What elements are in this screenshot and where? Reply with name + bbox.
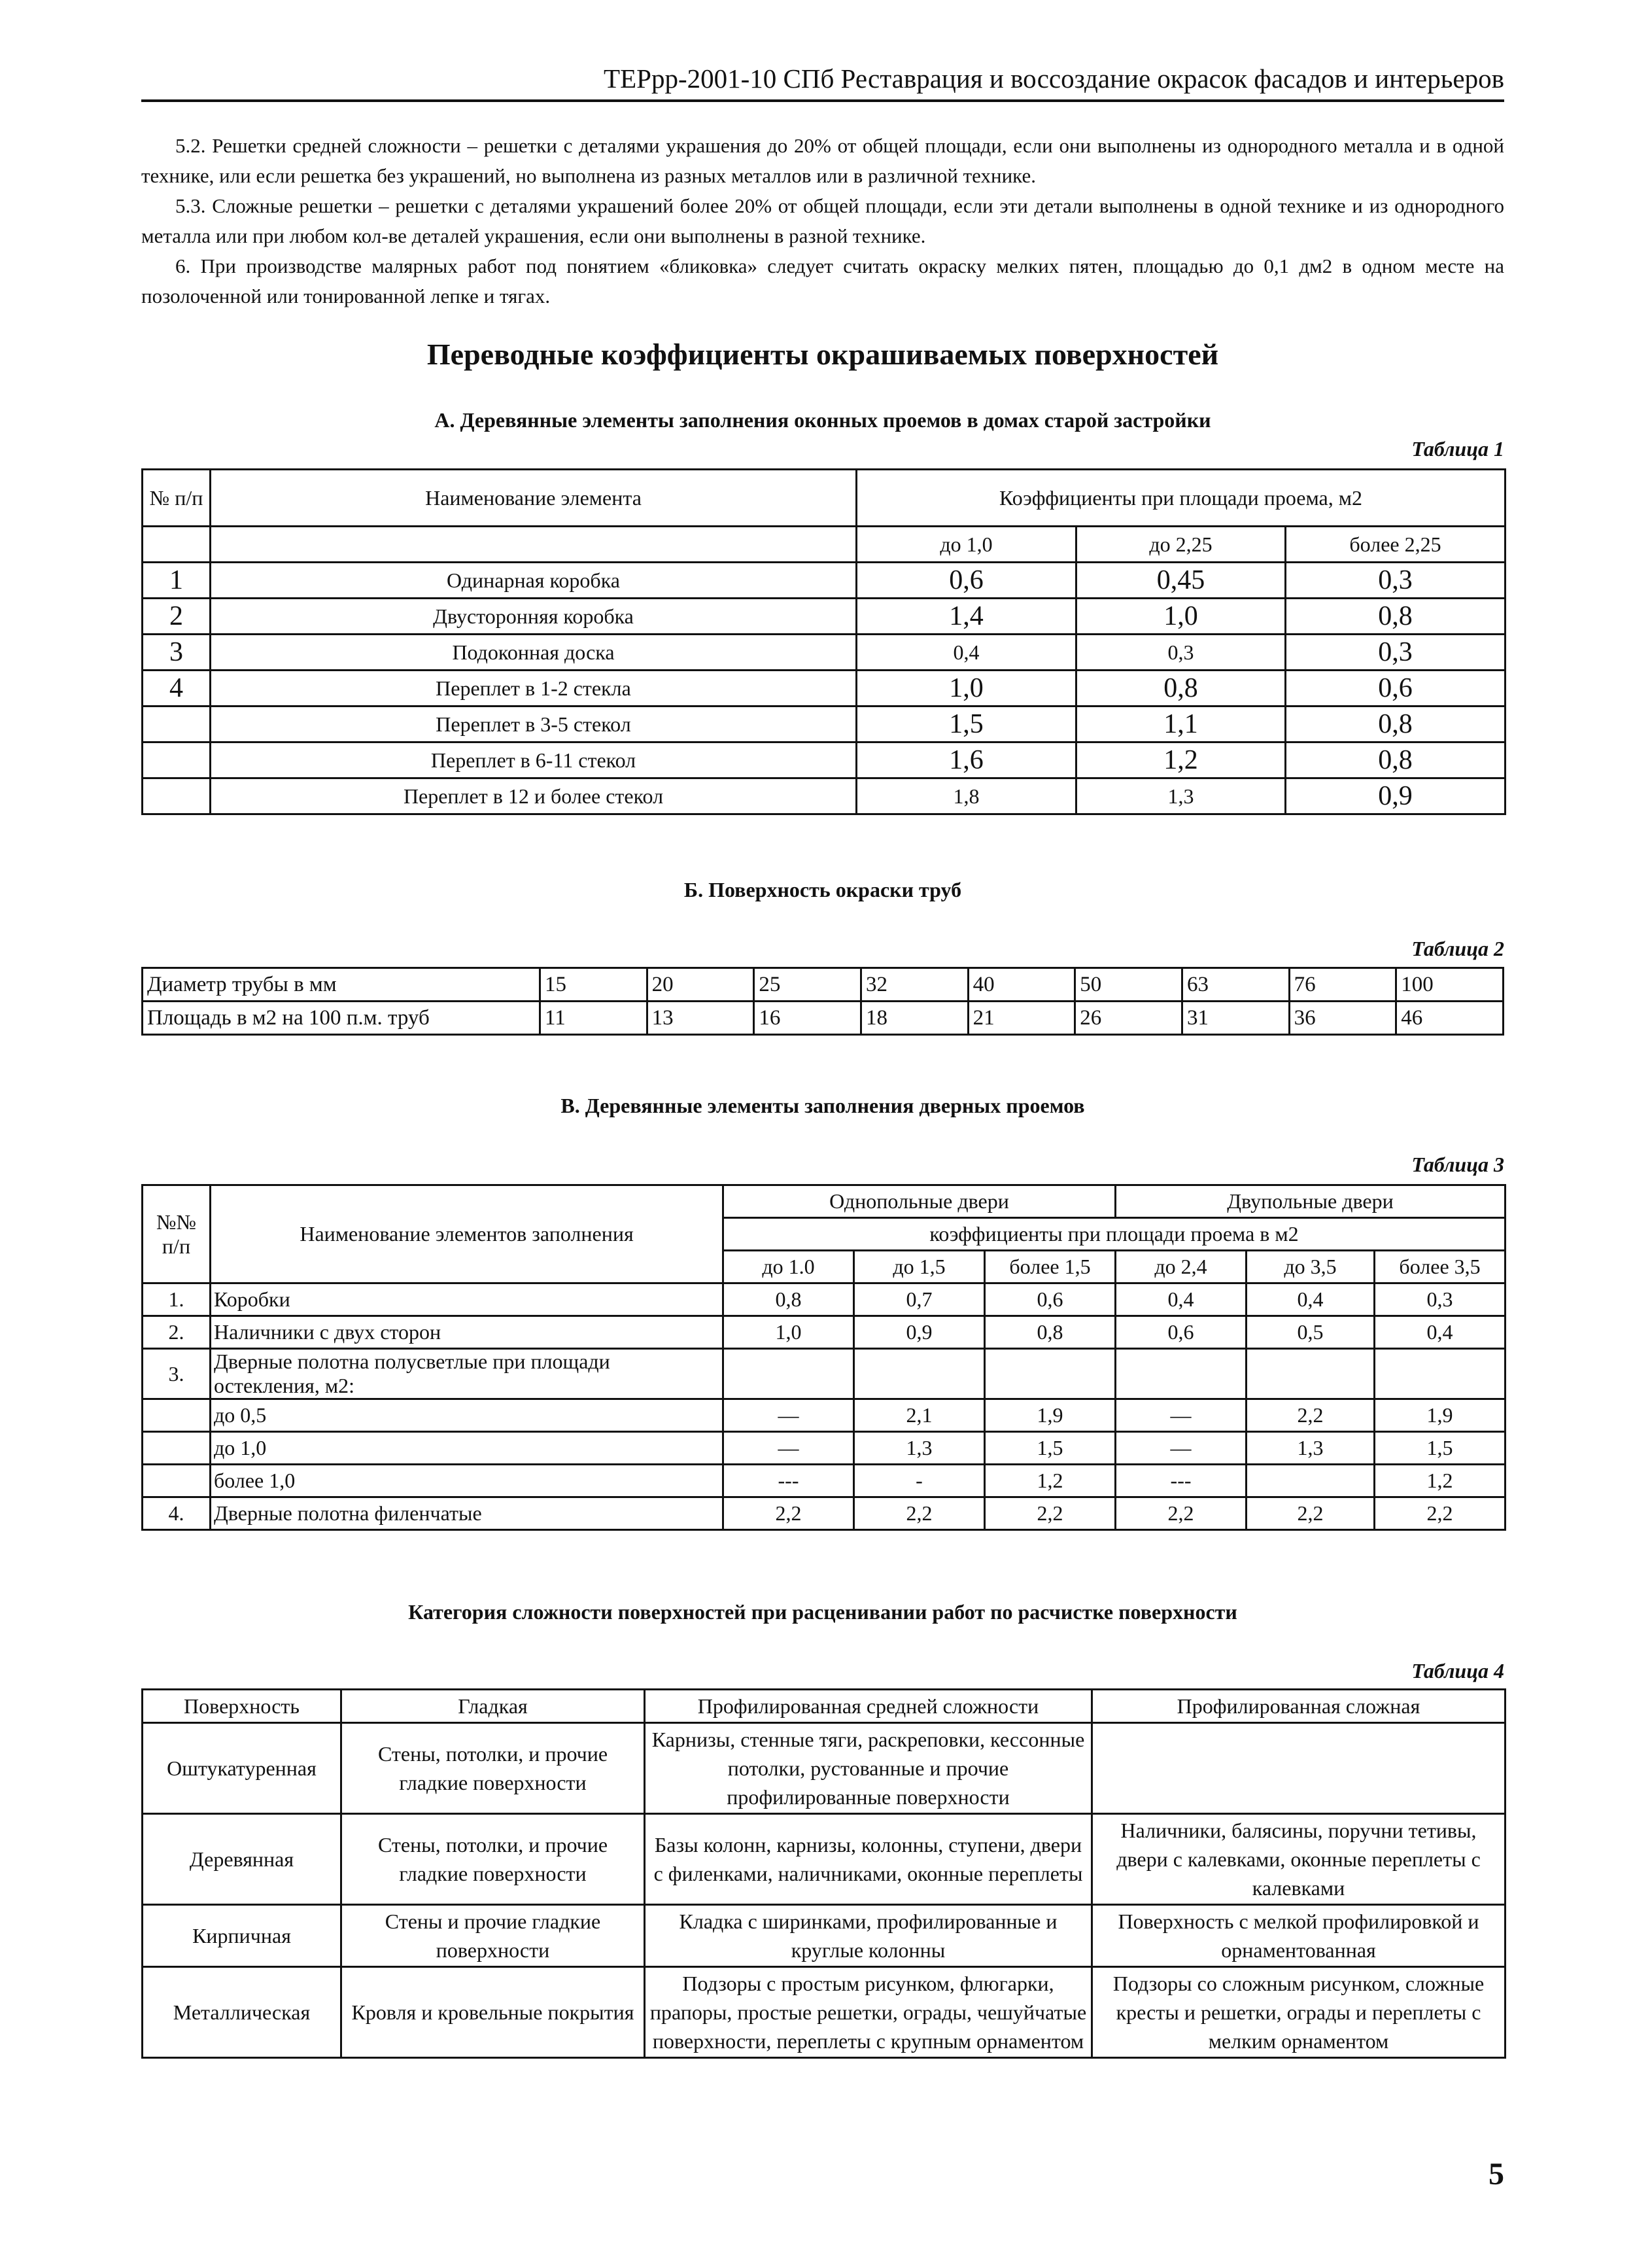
table4-medium: Кладка с ширинками, профилированные и круглые колонны xyxy=(645,1905,1092,1967)
table-row xyxy=(143,635,1506,671)
table3-subheader: до 3,5 xyxy=(1247,1251,1375,1283)
table-surface-complexity xyxy=(141,1688,1506,2059)
table3-value xyxy=(1375,1349,1506,1399)
table3-header-double-doors: Двупольные двери xyxy=(1116,1185,1506,1218)
table3-value: 0,4 xyxy=(1375,1316,1506,1349)
table2-cell: 21 xyxy=(968,1002,1075,1035)
table-row xyxy=(143,1497,1506,1530)
table3-subheader: более 3,5 xyxy=(1375,1251,1506,1283)
table3-subheader: более 1,5 xyxy=(985,1251,1116,1283)
table4-header: Гладкая xyxy=(341,1690,645,1723)
table-row xyxy=(143,1465,1506,1497)
table2-cell: 40 xyxy=(968,968,1075,1002)
table1-value: 0,9 xyxy=(1286,778,1506,814)
table3-value xyxy=(985,1349,1116,1399)
table3-value xyxy=(1116,1349,1247,1399)
table3-subheader: до 2,4 xyxy=(1116,1251,1247,1283)
table-window-elements xyxy=(141,468,1506,815)
table1-num xyxy=(143,707,211,742)
table3-header-name: Наименование элементов заполнения xyxy=(211,1185,723,1283)
table2-cell: 15 xyxy=(540,968,647,1002)
table1-header-name: Наименование элемента xyxy=(211,470,857,527)
table3-value xyxy=(1247,1349,1375,1399)
table3-num: 2. xyxy=(143,1316,211,1349)
table2-cell: 18 xyxy=(861,1002,968,1035)
table4-medium: Базы колонн, карнизы, колонны, ступени, двери с филенками, наличниками, оконные переплеты xyxy=(645,1814,1092,1905)
table2-cell: 76 xyxy=(1289,968,1396,1002)
table1-subheader: до 1,0 xyxy=(857,527,1076,563)
table-row xyxy=(143,1814,1506,1905)
table1-name: Двусторонняя коробка xyxy=(211,599,857,635)
table3-value: 2,2 xyxy=(723,1497,854,1530)
table1-name: Подоконная доска xyxy=(211,635,857,671)
table1-label: Таблица 1 xyxy=(1411,437,1504,461)
table1-num: 1 xyxy=(143,563,211,599)
table-row xyxy=(143,778,1506,814)
table4-medium: Карнизы, стенные тяги, раскреповки, кессонные потолки, рустованные и прочие профилированные поверхности xyxy=(645,1723,1092,1814)
table3-subheader: до 1,5 xyxy=(854,1251,985,1283)
table2-cell: 50 xyxy=(1075,968,1182,1002)
table3-value: 2,2 xyxy=(1247,1399,1375,1432)
table3-subheader: до 1.0 xyxy=(723,1251,854,1283)
table3-value: 1,2 xyxy=(985,1465,1116,1497)
table4-medium: Подзоры с простым рисунком, флюгарки, прапоры, простые решетки, ограды, чешуйчатые поверхности, переплеты с крупным орнаментом xyxy=(645,1967,1092,2058)
note-6: 6. При производстве малярных работ под понятием «бликовка» следует считать окраску мелких пятен, площадью до 0,1 дм2 в одном месте на позолоченной или тонированной лепке и тягах. xyxy=(141,254,1504,307)
table3-value: 0,7 xyxy=(854,1283,985,1316)
table2-cell: 16 xyxy=(754,1002,861,1035)
table3-name: более 1,0 xyxy=(211,1465,723,1497)
table3-value: — xyxy=(1116,1432,1247,1465)
table3-value: 0,6 xyxy=(985,1283,1116,1316)
table2-cell: 26 xyxy=(1075,1002,1182,1035)
table1-num: 4 xyxy=(143,671,211,707)
table3-value: 2,1 xyxy=(854,1399,985,1432)
table3-value: — xyxy=(723,1432,854,1465)
table4-complex: Подзоры со сложным рисунком, сложные кресты и решетки, ограды и переплеты с мелким орнаментом xyxy=(1092,1967,1506,2058)
table-row xyxy=(143,671,1506,707)
table3-header-num: №№ п/п xyxy=(143,1185,211,1283)
table3-value: 0,8 xyxy=(985,1316,1116,1349)
table3-num: 1. xyxy=(143,1283,211,1316)
running-header: ТЕРрр-2001-10 СПб Реставрация и воссоздание окрасок фасадов и интерьеров xyxy=(141,60,1504,102)
table2-cell: 11 xyxy=(540,1002,647,1035)
table1-value: 0,45 xyxy=(1076,563,1286,599)
table4-surface: Кирпичная xyxy=(143,1905,341,1967)
table3-name: до 0,5 xyxy=(211,1399,723,1432)
table4-complex: Поверхность с мелкой профилировкой и орнаментованная xyxy=(1092,1905,1506,1967)
table3-num xyxy=(143,1399,211,1432)
table3-num: 3. xyxy=(143,1349,211,1399)
note-5-2: 5.2. Решетки средней сложности – решетки с деталями украшения до 20% от общей площади, если они выполнены из однородного металла и в одной технике, или если решетка без украшений, но выполнена из разных металлов или в различной технике. xyxy=(141,134,1504,187)
table1-value: 1,8 xyxy=(857,778,1076,814)
table4-smooth: Стены, потолки, и прочие гладкие поверхности xyxy=(341,1814,645,1905)
table1-value: 0,4 xyxy=(857,635,1076,671)
table4-surface: Оштукатуренная xyxy=(143,1723,341,1814)
table1-value: 1,4 xyxy=(857,599,1076,635)
table3-value: --- xyxy=(723,1465,854,1497)
table3-name: Дверные полотна полусветлые при площади остекления, м2: xyxy=(211,1349,723,1399)
table1-num: 3 xyxy=(143,635,211,671)
table3-value: — xyxy=(1116,1399,1247,1432)
page-number: 5 xyxy=(1489,2157,1504,2191)
table3-value xyxy=(723,1349,854,1399)
table1-num xyxy=(143,742,211,778)
table4-smooth: Кровля и кровельные покрытия xyxy=(341,1967,645,2058)
table3-name: Дверные полотна филенчатые xyxy=(211,1497,723,1530)
table3-value: 0,3 xyxy=(1375,1283,1506,1316)
table-row xyxy=(143,563,1506,599)
table-row xyxy=(143,1399,1506,1432)
table1-num xyxy=(143,778,211,814)
table1-value: 0,6 xyxy=(857,563,1076,599)
table3-value: 0,5 xyxy=(1247,1316,1375,1349)
table4-smooth: Стены и прочие гладкие поверхности xyxy=(341,1905,645,1967)
table2-cell: 31 xyxy=(1182,1002,1289,1035)
table3-value: 0,9 xyxy=(854,1316,985,1349)
table4-smooth: Стены, потолки, и прочие гладкие поверхности xyxy=(341,1723,645,1814)
table-door-elements xyxy=(141,1184,1506,1531)
table2-cell: 63 xyxy=(1182,968,1289,1002)
table3-header-single-doors: Однопольные двери xyxy=(723,1185,1116,1218)
table3-name: Коробки xyxy=(211,1283,723,1316)
table1-value: 1,3 xyxy=(1076,778,1286,814)
table3-num xyxy=(143,1465,211,1497)
table2-cell: 25 xyxy=(754,968,861,1002)
table3-value xyxy=(854,1349,985,1399)
table2-cell: 20 xyxy=(647,968,754,1002)
table1-subheader: более 2,25 xyxy=(1286,527,1506,563)
table1-subheader: до 2,25 xyxy=(1076,527,1286,563)
table2-cell: 13 xyxy=(647,1002,754,1035)
table1-value: 1,6 xyxy=(857,742,1076,778)
table4-header: Поверхность xyxy=(143,1690,341,1723)
table1-name: Одинарная коробка xyxy=(211,563,857,599)
table3-value: 1,0 xyxy=(723,1316,854,1349)
table3-value: 1,5 xyxy=(1375,1432,1506,1465)
table4-complex: Наличники, балясины, поручни тетивы, двери с калевками, оконные переплеты с калевками xyxy=(1092,1814,1506,1905)
table-row xyxy=(143,1905,1506,1967)
table3-name: Наличники с двух сторон xyxy=(211,1316,723,1349)
table1-value: 1,0 xyxy=(1076,599,1286,635)
table4-complex xyxy=(1092,1723,1506,1814)
table3-section-title: В. Деревянные элементы заполнения дверных проемов xyxy=(560,1094,1085,1117)
table3-value: 2,2 xyxy=(854,1497,985,1530)
table2-cell: 36 xyxy=(1289,1002,1396,1035)
table3-value xyxy=(1247,1465,1375,1497)
table3-value: 1,2 xyxy=(1375,1465,1506,1497)
table1-name: Переплет в 3-5 стекол xyxy=(211,707,857,742)
table1-value: 0,8 xyxy=(1076,671,1286,707)
table1-value: 0,3 xyxy=(1076,635,1286,671)
table1-value: 1,5 xyxy=(857,707,1076,742)
table3-value: 1,3 xyxy=(1247,1432,1375,1465)
table1-value: 0,8 xyxy=(1286,599,1506,635)
table3-name: до 1,0 xyxy=(211,1432,723,1465)
table2-cell: 100 xyxy=(1396,968,1504,1002)
table-row xyxy=(143,707,1506,742)
table1-value: 1,2 xyxy=(1076,742,1286,778)
table3-value: 0,6 xyxy=(1116,1316,1247,1349)
table3-value: 0,8 xyxy=(723,1283,854,1316)
table-row xyxy=(143,1723,1506,1814)
table-row xyxy=(143,1002,1504,1035)
table-row xyxy=(143,1349,1506,1399)
table1-num: 2 xyxy=(143,599,211,635)
table1-value: 0,8 xyxy=(1286,707,1506,742)
table3-value: 1,5 xyxy=(985,1432,1116,1465)
main-title: Переводные коэффициенты окрашиваемых поверхностей xyxy=(426,338,1219,371)
table1-value: 1,0 xyxy=(857,671,1076,707)
table1-cell xyxy=(211,527,857,563)
table1-header-num: № п/п xyxy=(143,470,211,527)
table3-label: Таблица 3 xyxy=(1411,1153,1504,1176)
table1-value: 0,3 xyxy=(1286,635,1506,671)
table1-value: 0,6 xyxy=(1286,671,1506,707)
table1-value: 1,1 xyxy=(1076,707,1286,742)
table3-value: — xyxy=(723,1399,854,1432)
table3-value: 0,4 xyxy=(1247,1283,1375,1316)
table2-cell: 46 xyxy=(1396,1002,1504,1035)
table3-value: 2,2 xyxy=(985,1497,1116,1530)
table3-value: 2,2 xyxy=(1375,1497,1506,1530)
table2-row-label: Диаметр трубы в мм xyxy=(143,968,540,1002)
table2-cell: 32 xyxy=(861,968,968,1002)
intro-notes xyxy=(141,131,1504,311)
table2-label: Таблица 2 xyxy=(1411,937,1504,960)
table-row xyxy=(143,1967,1506,2058)
table2-row-label: Площадь в м2 на 100 п.м. труб xyxy=(143,1002,540,1035)
table4-header: Профилированная средней сложности xyxy=(645,1690,1092,1723)
table1-section-title: А. Деревянные элементы заполнения оконных проемов в домах старой застройки xyxy=(434,408,1211,432)
table3-header-coef: коэффициенты при площади проема в м2 xyxy=(723,1218,1506,1251)
table3-num: 4. xyxy=(143,1497,211,1530)
table-row xyxy=(143,968,1504,1002)
table-row xyxy=(143,599,1506,635)
table3-value: - xyxy=(854,1465,985,1497)
table4-surface: Металлическая xyxy=(143,1967,341,2058)
table1-value: 0,8 xyxy=(1286,742,1506,778)
table3-value: 2,2 xyxy=(1247,1497,1375,1530)
table4-surface: Деревянная xyxy=(143,1814,341,1905)
table3-value: 0,4 xyxy=(1116,1283,1247,1316)
table1-name: Переплет в 1-2 стекла xyxy=(211,671,857,707)
table1-name: Переплет в 12 и более стекол xyxy=(211,778,857,814)
note-5-3: 5.3. Сложные решетки – решетки с деталями украшений более 20% от общей площади, если эти детали выполнены в одной технике и из однородного металла или при любом кол-ве деталей украшения, если они выполнены в разной технике. xyxy=(141,194,1504,247)
table1-name: Переплет в 6-11 стекол xyxy=(211,742,857,778)
table-row xyxy=(143,1432,1506,1465)
table3-num xyxy=(143,1432,211,1465)
table1-cell xyxy=(143,527,211,563)
table-row xyxy=(143,742,1506,778)
table4-header: Профилированная сложная xyxy=(1092,1690,1506,1723)
table4-label: Таблица 4 xyxy=(1411,1659,1504,1683)
table3-value: 1,9 xyxy=(985,1399,1116,1432)
table1-header-coef: Коэффициенты при площади проема, м2 xyxy=(857,470,1506,527)
table-row xyxy=(143,1283,1506,1316)
table3-value: 1,3 xyxy=(854,1432,985,1465)
table-pipe-surface xyxy=(141,967,1504,1036)
table3-value: 2,2 xyxy=(1116,1497,1247,1530)
table-row xyxy=(143,1316,1506,1349)
table4-section-title: Категория сложности поверхностей при расценивании работ по расчистке поверхности xyxy=(408,1600,1237,1624)
table2-section-title: Б. Поверхность окраски труб xyxy=(683,878,962,901)
table3-value: 1,9 xyxy=(1375,1399,1506,1432)
table1-value: 0,3 xyxy=(1286,563,1506,599)
table3-value: --- xyxy=(1116,1465,1247,1497)
